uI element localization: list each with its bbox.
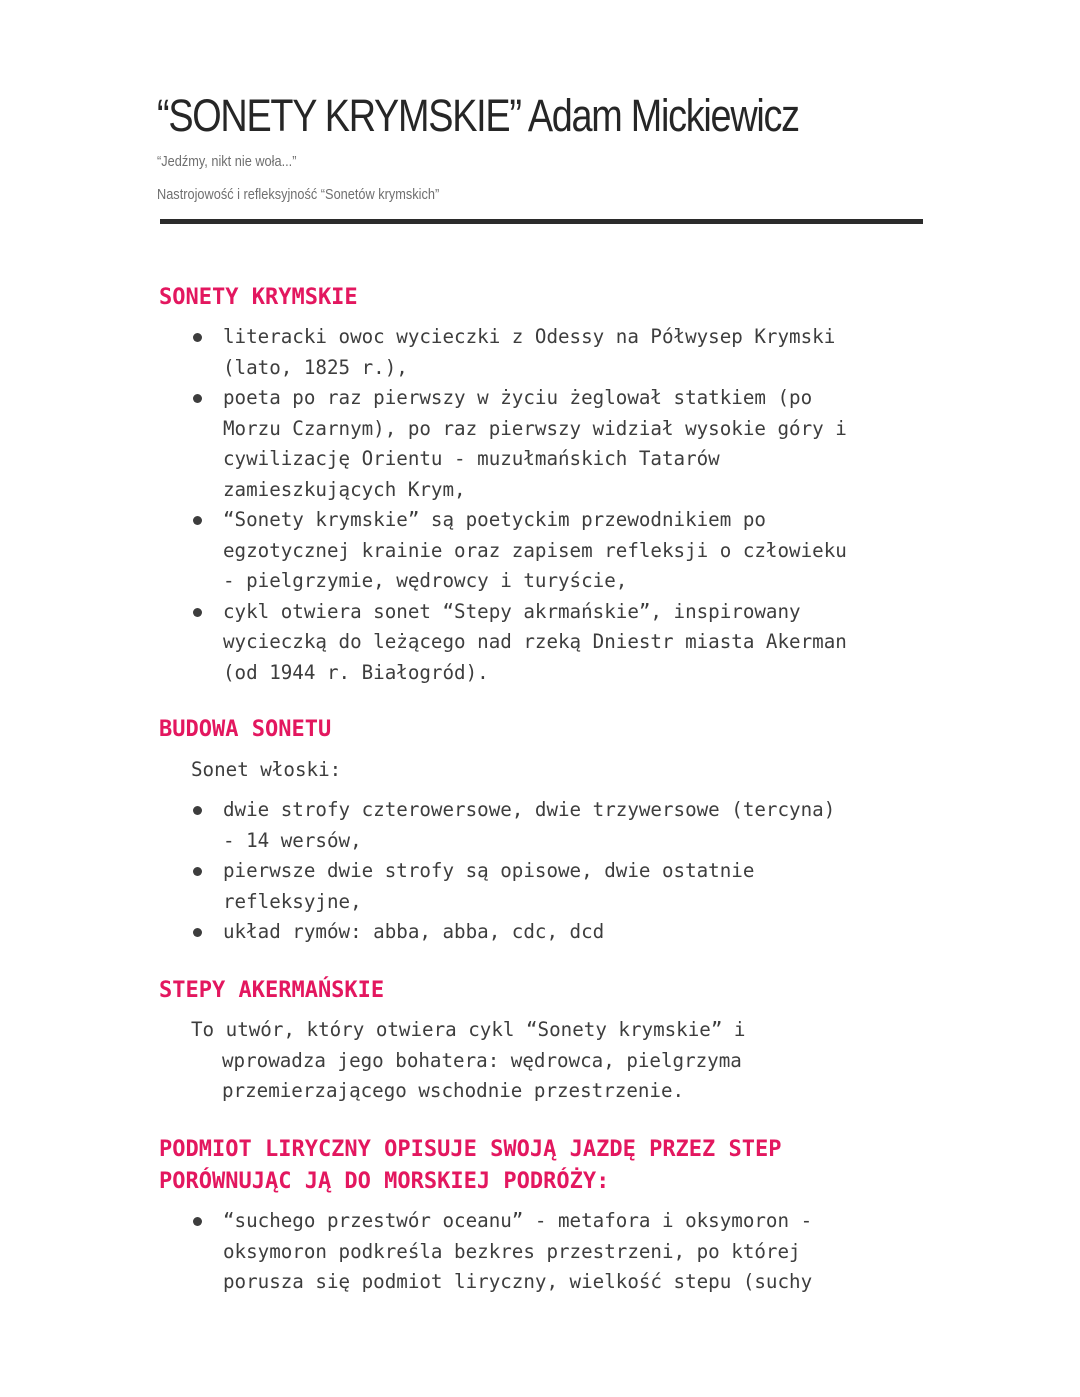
list-item: “Sonety krymskie” są poetyckim przewodnikiem po egzotycznej krainie oraz zapisem refleksji o człowieku - pielgrzymie, wędrowcy i turyście,	[191, 505, 847, 597]
list-item: cykl otwiera sonet “Stepy akrmańskie”, inspirowany wycieczką do leżącego nad rzeką Dniestr miasta Akerman (od 1944 r. Białogród).	[191, 597, 847, 689]
section-intro-sonet-wloski: Sonet włoski:	[191, 758, 342, 781]
section-heading-budowa-sonetu: BUDOWA SONETU	[159, 717, 332, 742]
paragraph-stepy-akermanskie: To utwór, który otwiera cykl “Sonety krymskie” i wprowadza jego bohatera: wędrowca, pielgrzyma przemierzającego wschodnie przestrzenie.	[191, 1018, 746, 1102]
bullet-list-budowa-sonetu	[191, 795, 835, 948]
title-divider	[160, 219, 923, 224]
bullet-icon	[193, 867, 202, 876]
bullet-icon	[193, 806, 202, 815]
list-item: poeta po raz pierwszy w życiu żeglował statkiem (po Morzu Czarnym), po raz pierwszy widział wysokie góry i cywilizację Orientu - muzułmańskich Tatarów zamieszkujących Krym,	[191, 383, 847, 505]
bullet-icon	[193, 1217, 202, 1226]
document-subtitle-topic: Nastrojowość i refleksyjność “Sonetów krymskich”	[157, 187, 440, 203]
bullet-icon	[193, 516, 202, 525]
document-subtitle-quote: “Jedźmy, nikt nie woła...”	[157, 154, 297, 170]
document-title: “SONETY KRYMSKIE” Adam Mickiewicz	[157, 90, 799, 141]
section-heading-podmiot-liryczny-line2: PORÓWNUJĄC JĄ DO MORSKIEJ PODRÓŻY:	[159, 1169, 610, 1194]
bullet-list-podmiot-liryczny	[191, 1206, 812, 1298]
bullet-icon	[193, 333, 202, 342]
list-item: pierwsze dwie strofy są opisowe, dwie ostatnie refleksyjne,	[191, 856, 835, 917]
bullet-list-sonety-krymskie	[191, 322, 847, 688]
section-heading-sonety-krymskie: SONETY KRYMSKIE	[159, 285, 358, 310]
section-heading-podmiot-liryczny-line1: PODMIOT LIRYCZNY OPISUJE SWOJĄ JAZDĘ PRZEZ STEP	[159, 1137, 782, 1162]
list-item: literacki owoc wycieczki z Odessy na Półwysep Krymski (lato, 1825 r.),	[191, 322, 847, 383]
list-item: “suchego przestwór oceanu” - metafora i oksymoron - oksymoron podkreśla bezkres przestrzeni, po której porusza się podmiot liryczny, wielkość stepu (suchy	[191, 1206, 812, 1298]
bullet-icon	[193, 928, 202, 937]
section-heading-stepy-akermanskie: STEPY AKERMAŃSKIE	[159, 978, 385, 1003]
list-item: układ rymów: abba, abba, cdc, dcd	[191, 917, 835, 948]
bullet-icon	[193, 394, 202, 403]
list-item: dwie strofy czterowersowe, dwie trzywersowe (tercyna) - 14 wersów,	[191, 795, 835, 856]
bullet-icon	[193, 608, 202, 617]
